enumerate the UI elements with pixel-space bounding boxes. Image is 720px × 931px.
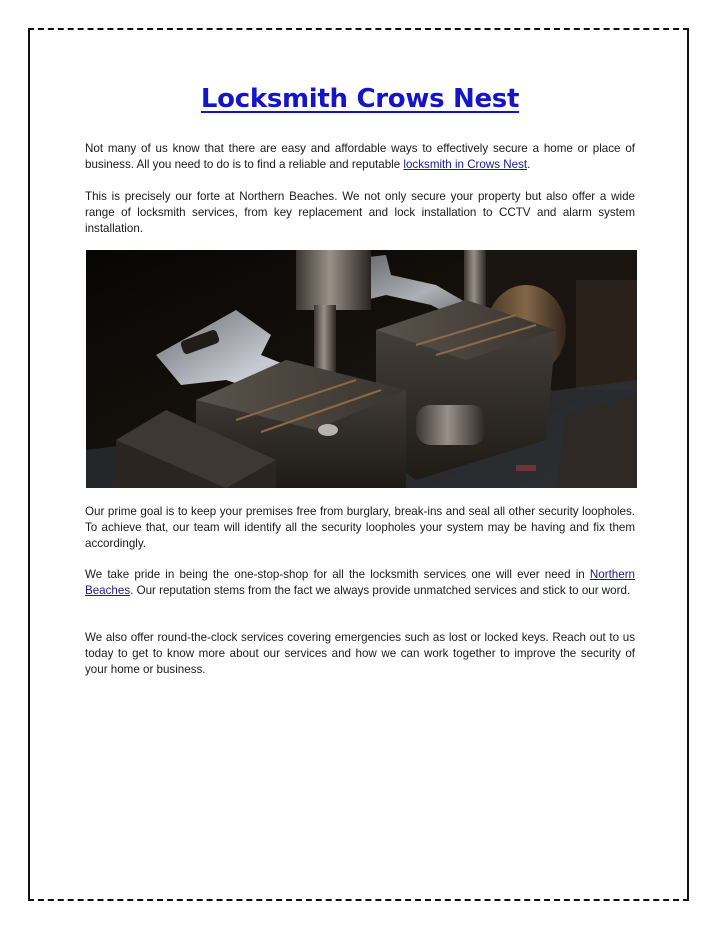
paragraph-intro xyxy=(85,141,635,173)
page-title xyxy=(0,84,720,114)
key-cutting-image xyxy=(86,250,637,488)
link-locksmith-crows-nest[interactable]: locksmith in Crows Nest xyxy=(403,158,528,171)
paragraph-prime-goal: Our prime goal is to keep your premises free from burglary, break-ins and seal all other security loopholes. To achieve that, our team will identify all the security loopholes your system may be having and fix them accordingly. xyxy=(85,505,635,550)
paragraph-one-stop-shop-end: . Our reputation stems from the fact we always provide unmatched services and stick to our word. xyxy=(130,584,631,597)
key-cutting-photo xyxy=(86,250,637,488)
paragraph-one-stop-shop xyxy=(85,567,635,599)
paragraph-forte: This is precisely our forte at Northern Beaches. We not only secure your property but also offer a wide range of locksmith services, from key replacement and lock installation to CCTV and alarm system installation. xyxy=(85,190,635,235)
paragraph-intro-text: Not many of us know that there are easy and affordable ways to effectively secure a home or place of business. All you need to do is to find a reliable and reputable xyxy=(85,142,635,171)
link-northern-beaches[interactable]: Northern Beaches xyxy=(85,568,635,597)
page-title-text: Locksmith Crows Nest xyxy=(200,84,520,114)
paragraph-one-stop-shop-text: We take pride in being the one-stop-shop for all the locksmith services one will ever need in xyxy=(85,568,590,581)
paragraph-round-the-clock: We also offer round-the-clock services covering emergencies such as lost or locked keys. Reach out to us today to get to know more about our services and how we can work together to improve the security of your home or business. xyxy=(85,631,635,676)
paragraph-intro-end: . xyxy=(527,158,531,171)
